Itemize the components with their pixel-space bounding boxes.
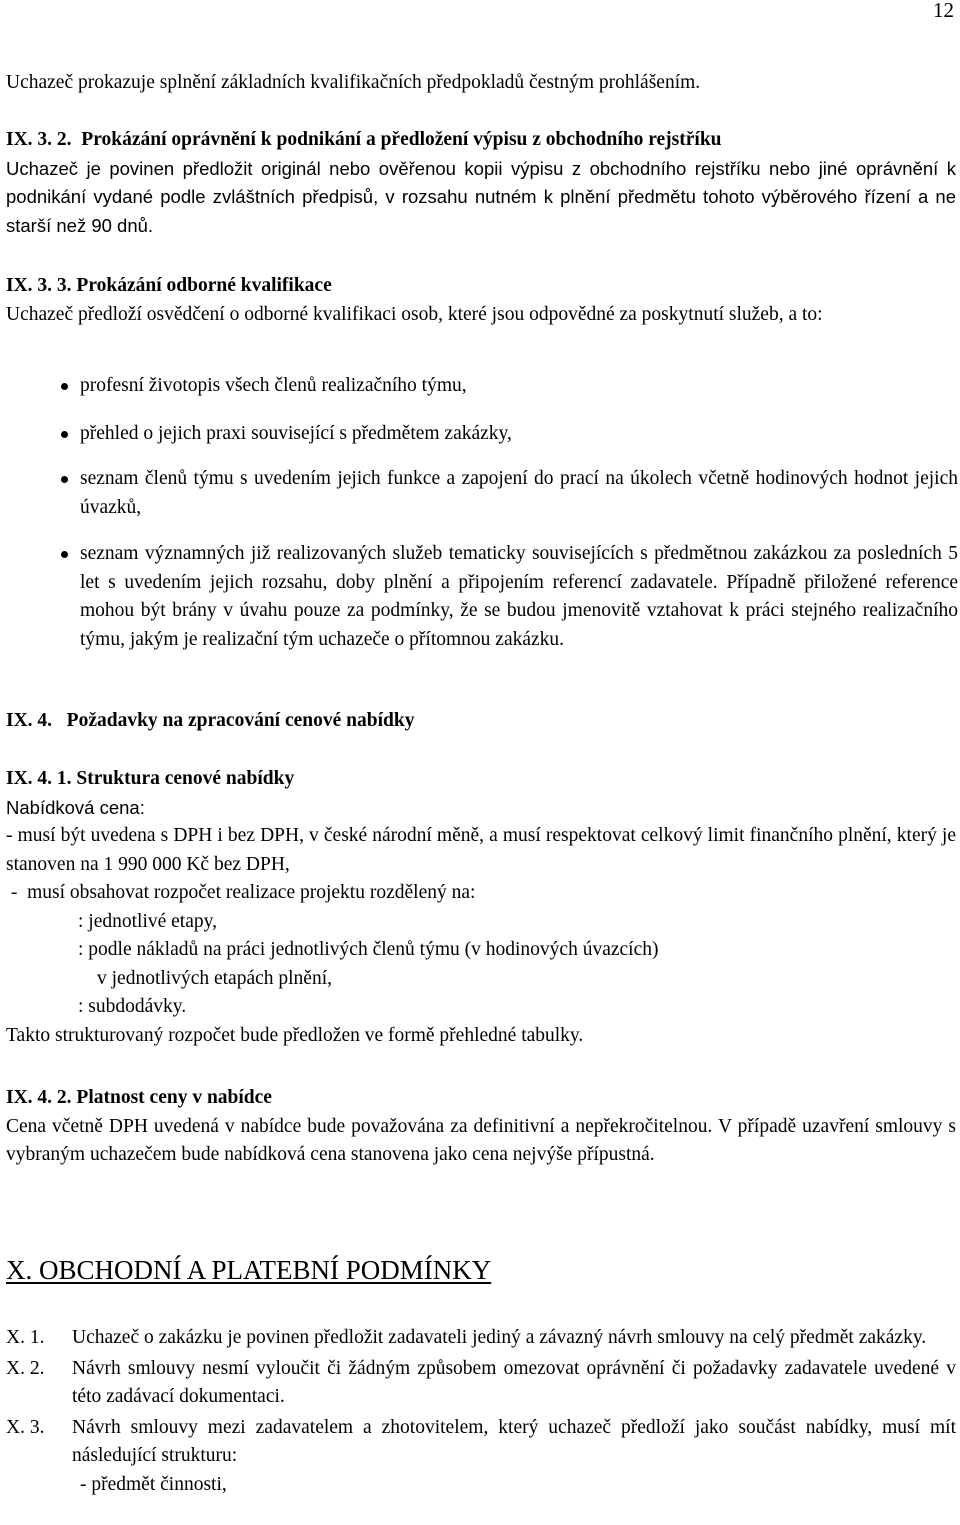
section-number: IX. 4. <box>6 710 53 731</box>
section-ix-4-2 <box>6 1084 956 1170</box>
section-body: Uchazeč je povinen předložit originál nebo ověřenou kopii výpisu z obchodního rejstříku nebo jiné oprávnění k podnikání vydané podle zvláštních předpisů, v rozsahu nutném k plnění předmětu tohoto výběrového řízení a ne starší než 90 dnů. <box>6 157 956 236</box>
item-text: Návrh smlouvy mezi zadavatelem a zhotovitelem, který uchazeč předloží jako součást nabídky, musí mít následující strukturu: <box>72 1416 956 1466</box>
section-ix-4-heading <box>6 707 956 736</box>
numbered-item <box>6 1414 956 1471</box>
section-number: IX. 4. 2. <box>6 1087 72 1108</box>
list-item: seznam významných již realizovaných služeb tematicky souvisejících s předmětnou zakázkou za posledních 5 let s uvedením jejich rozsahu, doby plnění a připojením referencí zadavatele. Případně přiložené reference mohou být brány v úvahu pouze za podmínky, že se budou jmenovitě vztahovat k práci stejného realizačního týmu, jakým je realizační tým uchazeče o přítomnou zakázku. <box>6 540 958 654</box>
section-number: IX. 4. 1. <box>6 768 72 789</box>
section-body: Uchazeč předloží osvědčení o odborné kvalifikaci osob, které jsou odpovědné za poskytnutí služeb, a to: <box>6 303 823 325</box>
numbered-item <box>6 1324 956 1353</box>
section-title: Struktura cenové nabídky <box>76 768 295 789</box>
budget-closing: Takto strukturovaný rozpočet bude předložen ve formě přehledné tabulky. <box>6 1024 584 1046</box>
budget-item: : jednotlivé etapy, <box>78 910 217 932</box>
chapter-x-title: X. OBCHODNÍ A PLATEBNÍ PODMÍNKY <box>6 1255 492 1285</box>
list-item: profesní životopis všech členů realizačního týmu, <box>6 372 958 401</box>
item-number: X. 3. <box>6 1416 45 1438</box>
section-title: Prokázání oprávnění k podnikání a předložení výpisu z obchodního rejstříku <box>81 129 722 150</box>
section-title: Platnost ceny v nabídce <box>76 1087 272 1108</box>
intro-paragraph: Uchazeč prokazuje splnění základních kvalifikačních předpokladů čestným prohlášením. <box>6 72 701 93</box>
section-number: IX. 3. 3. <box>6 275 72 296</box>
structure-subitem: - předmět činnosti, <box>80 1473 227 1495</box>
numbered-item <box>6 1355 956 1412</box>
section-heading <box>6 1084 956 1113</box>
section-ix-3-3 <box>6 272 956 329</box>
chapter-x-items <box>6 1324 956 1499</box>
budget-item-continuation: v jednotlivých etapách plnění, <box>97 967 333 989</box>
list-item: přehled o jejich praxi související s předmětem zakázky, <box>6 420 958 449</box>
price-requirement-1: - musí být uvedena s DPH i bez DPH, v české národní měně, a musí respektovat celkový limit finančního plnění, který je stanoven na 1 990 000 Kč bez DPH, <box>6 825 956 875</box>
page-number: 12 <box>933 0 954 22</box>
section-title: Prokázání odborné kvalifikace <box>76 275 332 296</box>
item-number: X. 2. <box>6 1357 45 1379</box>
section-heading <box>6 272 956 301</box>
section-ix-4-1 <box>6 765 956 1050</box>
budget-item: : podle nákladů na práci jednotlivých členů týmu (v hodinových úvazcích) <box>78 939 659 960</box>
section-ix-3-2 <box>6 126 956 240</box>
item-text: Návrh smlouvy nesmí vyloučit či žádným způsobem omezovat oprávnění či požadavky zadavatele uvedené v této zadávací dokumentaci. <box>72 1357 956 1407</box>
section-number: IX. 3. 2. <box>6 129 72 150</box>
price-label: Nabídková cena: <box>6 796 145 818</box>
list-item: seznam členů týmu s uvedením jejich funkce a zapojení do prací na úkolech včetně hodinových hodnot jejich úvazků, <box>6 465 958 522</box>
section-title: Požadavky na zpracování cenové nabídky <box>66 710 415 731</box>
item-number: X. 1. <box>6 1327 45 1348</box>
price-requirement-2: - musí obsahovat rozpočet realizace projektu rozdělený na: <box>6 882 476 903</box>
item-text: Uchazeč o zakázku je povinen předložit zadavateli jediný a závazný návrh smlouvy na celý předmět zakázky. <box>72 1327 927 1348</box>
qualification-list <box>6 372 958 654</box>
budget-item: : subdodávky. <box>78 996 187 1017</box>
section-heading <box>6 126 956 155</box>
section-body: Cena včetně DPH uvedená v nabídce bude považována za definitivní a nepřekročitelnou. V případě uzavření smlouvy s vybraným uchazečem bude nabídková cena stanovena jako cena nejvýše přípustná. <box>6 1115 956 1165</box>
section-heading <box>6 765 956 794</box>
